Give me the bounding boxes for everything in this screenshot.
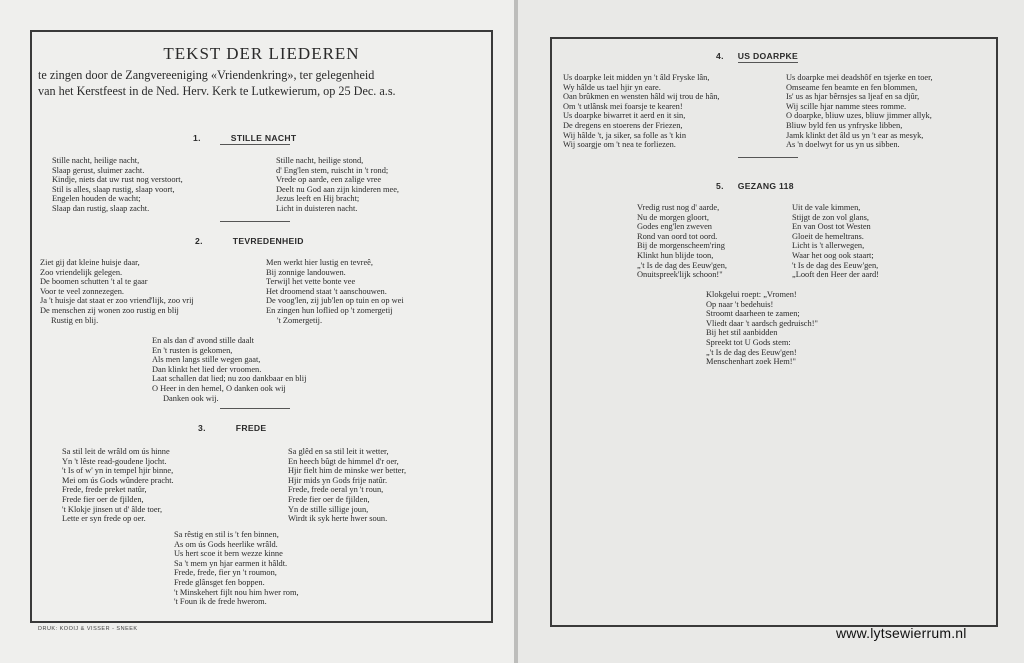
verse-line: Onuitspreek'lijk schoon!" — [637, 270, 723, 280]
verse-line: Danken ook wij. — [163, 393, 219, 403]
verse-line: Frede, frede, fier yn 't roumon, — [174, 568, 277, 578]
verse-line: Deelt nu God aan zijn kinderen mee, — [276, 184, 400, 194]
verse-line: Spreekt tot U Gods stem: — [706, 337, 791, 347]
verse-line: Yn 't lêste read-goudene ljocht. — [62, 456, 167, 466]
verse-line: De boomen schutten 't al te gaar — [40, 277, 148, 287]
song-5-title: GEZANG 118 — [737, 181, 794, 191]
song-4-verse-2 — [786, 73, 933, 150]
verse-line: Is' us as hjar bêrnsjes sa ljeaf en sa djûr, — [786, 92, 920, 102]
song-1-title-underline — [220, 144, 290, 145]
verse-line: Stil is alles, slaap rustig, slaap voort, — [52, 184, 175, 194]
verse-line: 't Klokje jinsen ut d' âlde toer, — [62, 504, 163, 514]
verse-line: Us hert scoe it bern wezze kinne — [174, 549, 283, 559]
song-1-divider — [220, 221, 290, 222]
verse-line: Oan brûkmen en wensten hâld wij trou de hân, — [563, 92, 720, 102]
verse-line: Frede, frede oeral yn 't roun, — [288, 485, 384, 495]
verse-line: Men werkt hier lustig en tevreê, — [266, 258, 373, 267]
verse-line: Nu de morgen gloort, — [637, 212, 709, 222]
verse-line: Wij hâlde 't, ja siker, sa folle as 't kin — [563, 130, 687, 140]
verse-line: Frede, frede preket natûr, — [62, 485, 147, 495]
verse-line: Uit de vale kimmen, — [792, 203, 861, 212]
verse-line: Us doarpke mei deadshôf en tsjerke en toer, — [786, 73, 933, 82]
verse-line: Engelen houden de wacht; — [52, 194, 141, 204]
verse-line: Op naar 't bedehuis! — [706, 299, 774, 309]
verse-line: 't Zomergetij. — [277, 315, 323, 325]
website-watermark[interactable]: www.lytsewierrum.nl — [836, 625, 967, 641]
verse-line: Bliuw byld fen us ynfryske libben, — [786, 120, 903, 130]
song-1-heading — [193, 133, 296, 143]
verse-line: Slaap gerust, sluimer zacht. — [52, 165, 145, 175]
verse-line: Als men langs stille wegen gaat, — [152, 355, 261, 365]
verse-line: O doarpke, bliuw uzes, bliuw jimmer allyk, — [786, 111, 932, 121]
verse-line: Us doarpke leit midden yn 't âld Fryske lân, — [563, 73, 710, 82]
song-2-heading — [195, 236, 304, 246]
subtitle-line-2: van het Kerstfeest in de Ned. Herv. Kerk te Lutkewierum, op 25 Dec. a.s. — [38, 84, 396, 98]
verse-line: Stijgt de zon vol glans, — [792, 212, 869, 222]
verse-line: Gloeit de hemeltrans. — [792, 231, 864, 241]
verse-line: Vrede op aarde, een zalige vree — [276, 175, 382, 185]
verse-line: En zingen hun loflied op 't zomergetij — [266, 305, 393, 315]
verse-line: Zoo vriendelijk gelegen. — [40, 267, 123, 277]
verse-line: Klokgelui roept: „Vromen! — [706, 290, 797, 299]
verse-line: Klinkt hun blijde toon, — [637, 250, 714, 260]
song-2-verse-2 — [266, 258, 404, 325]
verse-line: Licht is 't allerwegen, — [792, 241, 865, 251]
verse-line: Wy hâlde us tael hjir yn eare. — [563, 82, 661, 92]
verse-line: As om ús Gods heerlike wrâld. — [174, 539, 278, 549]
verse-line: Menschenhart zoek Hem!" — [706, 357, 796, 367]
verse-line: As 'n doelwyt for us yn us sibben. — [786, 140, 900, 150]
verse-line: Bij zonnige landouwen. — [266, 267, 346, 277]
song-1-verse-2 — [276, 156, 399, 214]
song-4-divider — [738, 157, 798, 158]
song-3-verse-1 — [62, 447, 174, 524]
song-5-verse-2 — [792, 203, 879, 280]
verse-line: Hjir fielt him de minske wer better, — [288, 466, 407, 476]
verse-line: O Heer in den hemel, O danken ook wij — [152, 383, 286, 393]
verse-line: Frede fier oer de fjilden, — [288, 494, 370, 504]
verse-line: Rustig en blij. — [51, 315, 99, 325]
verse-line: Wij scille hjar namme stees romme. — [786, 101, 907, 111]
song-5-verse-1 — [637, 203, 727, 280]
verse-line: Slaap dan rustig, slaap zacht. — [52, 203, 150, 213]
verse-line: Terwijl het vette bonte vee — [266, 277, 356, 287]
song-2-divider — [220, 408, 290, 409]
song-3-verse-2 — [288, 447, 406, 524]
verse-line: Hjir mids yn Gods frije natûr. — [288, 475, 388, 485]
verse-line: Lette er syn frede op oer. — [62, 514, 146, 524]
verse-line: Frede glânsget fen boppen. — [174, 577, 265, 587]
subtitle-line-1: te zingen door de Zangvereeniging «Vriendenkring», ter gelegenheid — [38, 68, 375, 82]
verse-line: Licht in duisteren nacht. — [276, 203, 358, 213]
verse-line: Jamk klinkt det âld us yn 't ear as mesyk, — [786, 130, 924, 140]
verse-line: Wij soargje om 't nea te forliezen. — [563, 140, 676, 150]
verse-line: De dregens en stoerens der Friezen, — [563, 120, 683, 130]
verse-line: Rond van oord tot oord. — [637, 231, 718, 241]
verse-line: De voog'len, zij jub'len op tuin en op wei — [266, 296, 404, 306]
verse-line: Vredig rust nog d' aarde, — [637, 203, 720, 212]
verse-line: Stroomt daarheen te zamen; — [706, 309, 800, 319]
verse-line: Voor te veel zonnezegen. — [40, 286, 125, 296]
song-4-verse-1 — [563, 73, 720, 150]
verse-line: „'t Is de dag des Eeuw'gen! — [706, 347, 797, 357]
verse-line: Vliedt daar 't aardsch gedruisch!" — [706, 318, 818, 328]
song-4-title-underline — [738, 62, 798, 63]
verse-line: 't Foun ik de frede hwerom. — [174, 597, 267, 607]
verse-line: En als dan d' avond stille daalt — [152, 336, 254, 345]
verse-line: En heech bûgt de himmel d'r oer, — [288, 456, 399, 466]
printer-credit: DRUK: KOOIJ & VISSER - SNEEK — [38, 626, 138, 632]
verse-line: 't Is of w' yn in tempel hjir binne, — [62, 466, 174, 476]
verse-line: Kindje, niets dat uw rust nog verstoort, — [52, 175, 183, 185]
song-2-title: TEVREDENHEID — [232, 236, 304, 246]
verse-line: Het droomend staat 't aanschouwen. — [266, 286, 387, 296]
verse-line: Stille nacht, heilige nacht, — [52, 156, 140, 165]
verse-line: Ja 't huisje dat staat er zoo vriend'lijk, zoo vrij — [40, 296, 194, 306]
verse-line: Us doarpke biwarret it aerd en it sin, — [563, 111, 686, 121]
page-title: TEKST DER LIEDEREN — [163, 44, 360, 63]
verse-line: 't Is de dag des Eeuw'gen, — [792, 260, 879, 270]
verse-line: 't Minskehert fijlt nou him hwer rom, — [174, 587, 299, 597]
verse-line: Sa 't mem yn hjar earmen it hâldt. — [174, 558, 288, 568]
song-4-number: 4. — [716, 51, 724, 61]
verse-line: Waar het oog ook staart; — [792, 250, 874, 260]
verse-line: „Looft den Heer der aard! — [792, 270, 879, 280]
song-2-number: 2. — [195, 236, 203, 246]
verse-line: Mei om ús Gods wûndere pracht. — [62, 475, 174, 485]
verse-line: Wirdt ik syk herte hwer soun. — [288, 514, 388, 524]
verse-line: Jezus leeft en Hij bracht; — [276, 194, 360, 204]
song-3-title: FREDE — [235, 423, 267, 433]
verse-line: Laat schallen dat lied; nu zoo dankbaar en blij — [152, 374, 307, 384]
verse-line: En van Oost tot Westen — [792, 222, 871, 232]
verse-line: En 't rusten is gekomen, — [152, 345, 233, 355]
song-1-title: STILLE NACHT — [230, 133, 297, 143]
verse-line: De menschen zij wonen zoo rustig en blij — [40, 305, 179, 315]
verse-line: Om 't utlânsk mei foarsje te kearen! — [563, 101, 683, 111]
song-3-heading — [198, 423, 266, 433]
verse-line: Sa rêstig en stil is 't fen binnen, — [174, 530, 279, 539]
verse-line: Bij het stil aanbidden — [706, 328, 778, 338]
verse-line: Omseame fen beamte en fen blommen, — [786, 82, 918, 92]
song-1-number: 1. — [193, 133, 201, 143]
song-1-verse-1 — [52, 156, 183, 214]
verse-line: Dan klinkt het lied der vroomen. — [152, 364, 262, 374]
song-5-verse-3 — [706, 290, 818, 367]
song-2-verse-3 — [152, 336, 306, 403]
verse-line: Sa stil leit de wrâld om ús hinne — [62, 447, 170, 456]
song-2-verse-1 — [40, 258, 194, 325]
verse-line: Yn de stille sillige joun, — [288, 504, 369, 514]
song-3-number: 3. — [198, 423, 206, 433]
verse-line: Godes eng'len zweven — [637, 222, 712, 232]
verse-line: Frede fier oer de fjilden, — [62, 494, 144, 504]
verse-line: Stille nacht, heilige stond, — [276, 156, 364, 165]
verse-line: d' Eng'len stem, ruischt in 't rond; — [276, 165, 389, 175]
song-4-heading — [716, 51, 798, 61]
song-5-number: 5. — [716, 181, 724, 191]
verse-line: Sa glêd en sa stil leit it wetter, — [288, 447, 389, 456]
verse-line: Ziet gij dat kleine huisje daar, — [40, 258, 140, 267]
verse-line: „'t Is de dag des Eeuw'gen, — [637, 260, 727, 270]
song-4-title: US DOARPKE — [737, 51, 799, 61]
song-5-heading — [716, 181, 794, 191]
song-3-verse-3 — [174, 530, 299, 607]
verse-line: Bij de morgenscheem'ring — [637, 241, 725, 251]
